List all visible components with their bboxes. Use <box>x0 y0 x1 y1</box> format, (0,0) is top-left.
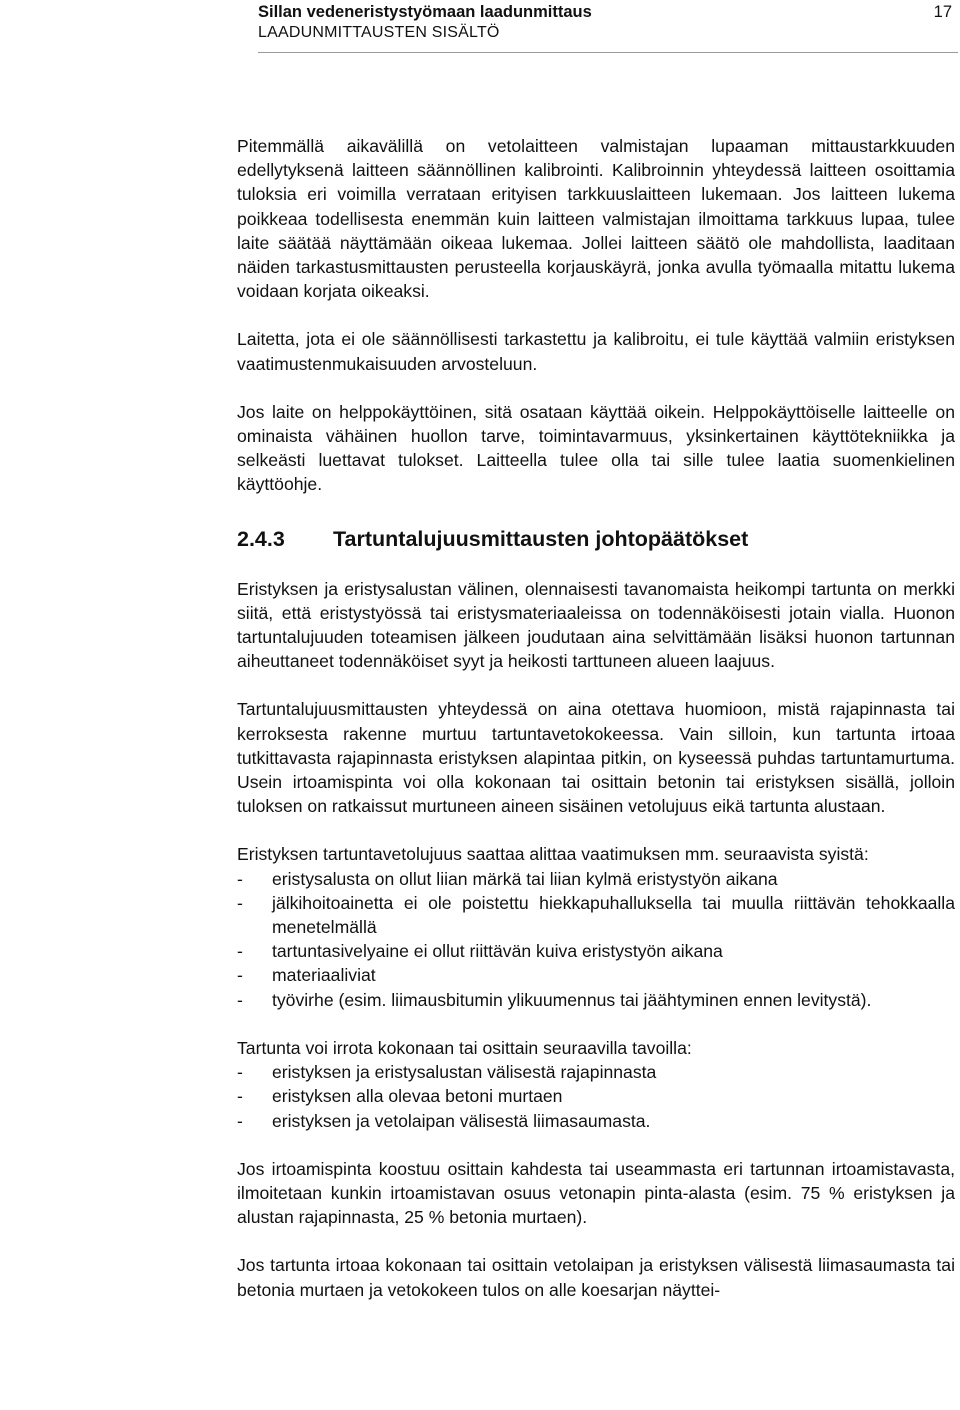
list-item <box>237 1060 955 1084</box>
list-item-text: eristyksen ja vetolaipan välisestä liimasaumasta. <box>272 1110 651 1131</box>
causes-intro: Eristyksen tartuntavetolujuus saattaa alittaa vaatimuksen mm. seuraavista syistä: <box>237 844 869 865</box>
list-dash: - <box>237 1086 243 1107</box>
list-dash: - <box>237 1110 243 1131</box>
paragraph-weak-adhesion: Eristyksen ja eristysalustan välinen, olennaisesti tavanomaista heikompi tartunta on merkki siitä, että eristystyössä tai eristysmateriaaleissa on todennäköisesti jotain vialla. Huonon tartuntalujuuden toteamisen jälkeen joudutaan aina selvittämään lisäksi huonon tartunnan aiheuttaneet todennäköiset syyt ja heikosti tarttuneen alueen laajuus. <box>237 578 955 672</box>
list-item <box>237 1109 955 1133</box>
paragraph-adhesive-failure: Jos tartunta irtoaa kokonaan tai osittain vetolaipan ja eristyksen välisestä liimasaumasta tai betonia murtaen ja vetokokeen tulos on alle koesarjan näyttei- <box>237 1255 955 1300</box>
page-header <box>258 0 958 53</box>
causes-list <box>237 867 955 1012</box>
paragraph-ease-of-use: Jos laite on helppokäyttöinen, sitä osataan käyttää oikein. Helppokäyttöiselle laitteelle on ominaista vähäinen huollon tarve, toimintavarmuus, yksinkertainen käyttötekniikka ja selkeästi luettavat tulokset. Laitteella tulee olla tai sille tulee laatia suomenkielinen käyttöohje. <box>237 401 955 495</box>
paragraph-failure-interface: Tartuntalujuusmittausten yhteydessä on aina otettava huomioon, mistä rajapinnasta tai kerroksesta rakenne murtuu tartuntavetokokeessa. Vain silloin, kun tartunta irtoaa tutkittavasta rajapinnasta eristyksen alapintaa pitkin, on kyseessä puhdas tartuntamurtuma. Usein irtoamispinta voi olla kokonaan tai osittain betonin tai eristyksen sisällä, jolloin tuloksen on ratkaissut murtuneen aineen sisäinen vetolujuus eikä tartunta alustaan. <box>237 699 955 817</box>
list-dash: - <box>237 941 243 962</box>
page-number: 17 <box>933 3 952 21</box>
list-dash: - <box>237 868 243 889</box>
list-item-text: jälkihoitoainetta ei ole poistettu hiekkapuhalluksella tai muulla riittävän tehokkaalla menetelmällä <box>272 892 955 938</box>
list-dash: - <box>237 965 243 986</box>
paragraph-mixed-failure: Jos irtoamispinta koostuu osittain kahdesta tai useammasta eri tartunnan irtoamistavasta, ilmoitetaan kunkin irtoamistavan osuus vetonapin pinta-alasta (esim. 75 % eristyksen ja alustan rajapinnasta, 25 % betonia murtaen). <box>237 1158 955 1228</box>
list-item <box>237 939 955 963</box>
list-item <box>237 988 955 1012</box>
failure-modes-intro: Tartunta voi irrota kokonaan tai osittain seuraavilla tavoilla: <box>237 1037 692 1058</box>
document-body <box>237 134 955 1326</box>
list-item-text: eristysalusta on ollut liian märkä tai liian kylmä eristystyön aikana <box>272 868 778 889</box>
list-dash: - <box>237 892 243 913</box>
document-title: Sillan vedeneristystyömaan laadunmittaus <box>258 3 592 21</box>
section-title: Tartuntalujuusmittausten johtopäätökset <box>333 526 749 551</box>
list-item <box>237 867 955 891</box>
section-heading <box>237 524 955 554</box>
chapter-title: LAADUNMITTAUSTEN SISÄLTÖ <box>258 24 500 41</box>
list-dash: - <box>237 989 243 1010</box>
list-item-text: eristyksen alla olevaa betoni murtaen <box>272 1086 563 1107</box>
section-number: 2.4.3 <box>237 526 285 551</box>
list-item-text: eristyksen ja eristysalustan välisestä rajapinnasta <box>272 1062 657 1083</box>
list-item <box>237 1084 955 1108</box>
list-item-text: tartuntasivelyaine ei ollut riittävän kuiva eristystyön aikana <box>272 941 723 962</box>
list-item-text: työvirhe (esim. liimausbitumin ylikuumennus tai jäähtyminen ennen levitystä). <box>272 989 872 1010</box>
list-item <box>237 963 955 987</box>
list-item <box>237 891 955 939</box>
list-item-text: materiaaliviat <box>272 965 376 986</box>
failure-modes-list <box>237 1060 955 1133</box>
list-dash: - <box>237 1062 243 1083</box>
paragraph-uncalibrated-device: Laitetta, jota ei ole säännöllisesti tarkastettu ja kalibroitu, ei tule käyttää valmiin eristyksen vaatimustenmukaisuuden arvosteluun. <box>237 329 955 374</box>
paragraph-calibration: Pitemmällä aikavälillä on vetolaitteen valmistajan lupaaman mittaustarkkuuden edellytyksenä laitteen säännöllinen kalibrointi. Kalibroinnin yhteydessä laitteen osoittamia tuloksia eri voimilla verrataan erityisen tarkkuuslaitteen lukemaan. Jos laitteen lukema poikkeaa todellisesta enemmän kuin laitteen valmistajan ilmoittama tarkkuus lupaa, tulee laite säätää näyttämään oikeaa lukemaa. Jollei laitteen säätö ole mahdollista, laaditaan näiden tarkastusmittausten perusteella korjauskäyrä, jonka avulla työmaalla mitattu lukema voidaan korjata oikeaksi. <box>237 136 955 302</box>
